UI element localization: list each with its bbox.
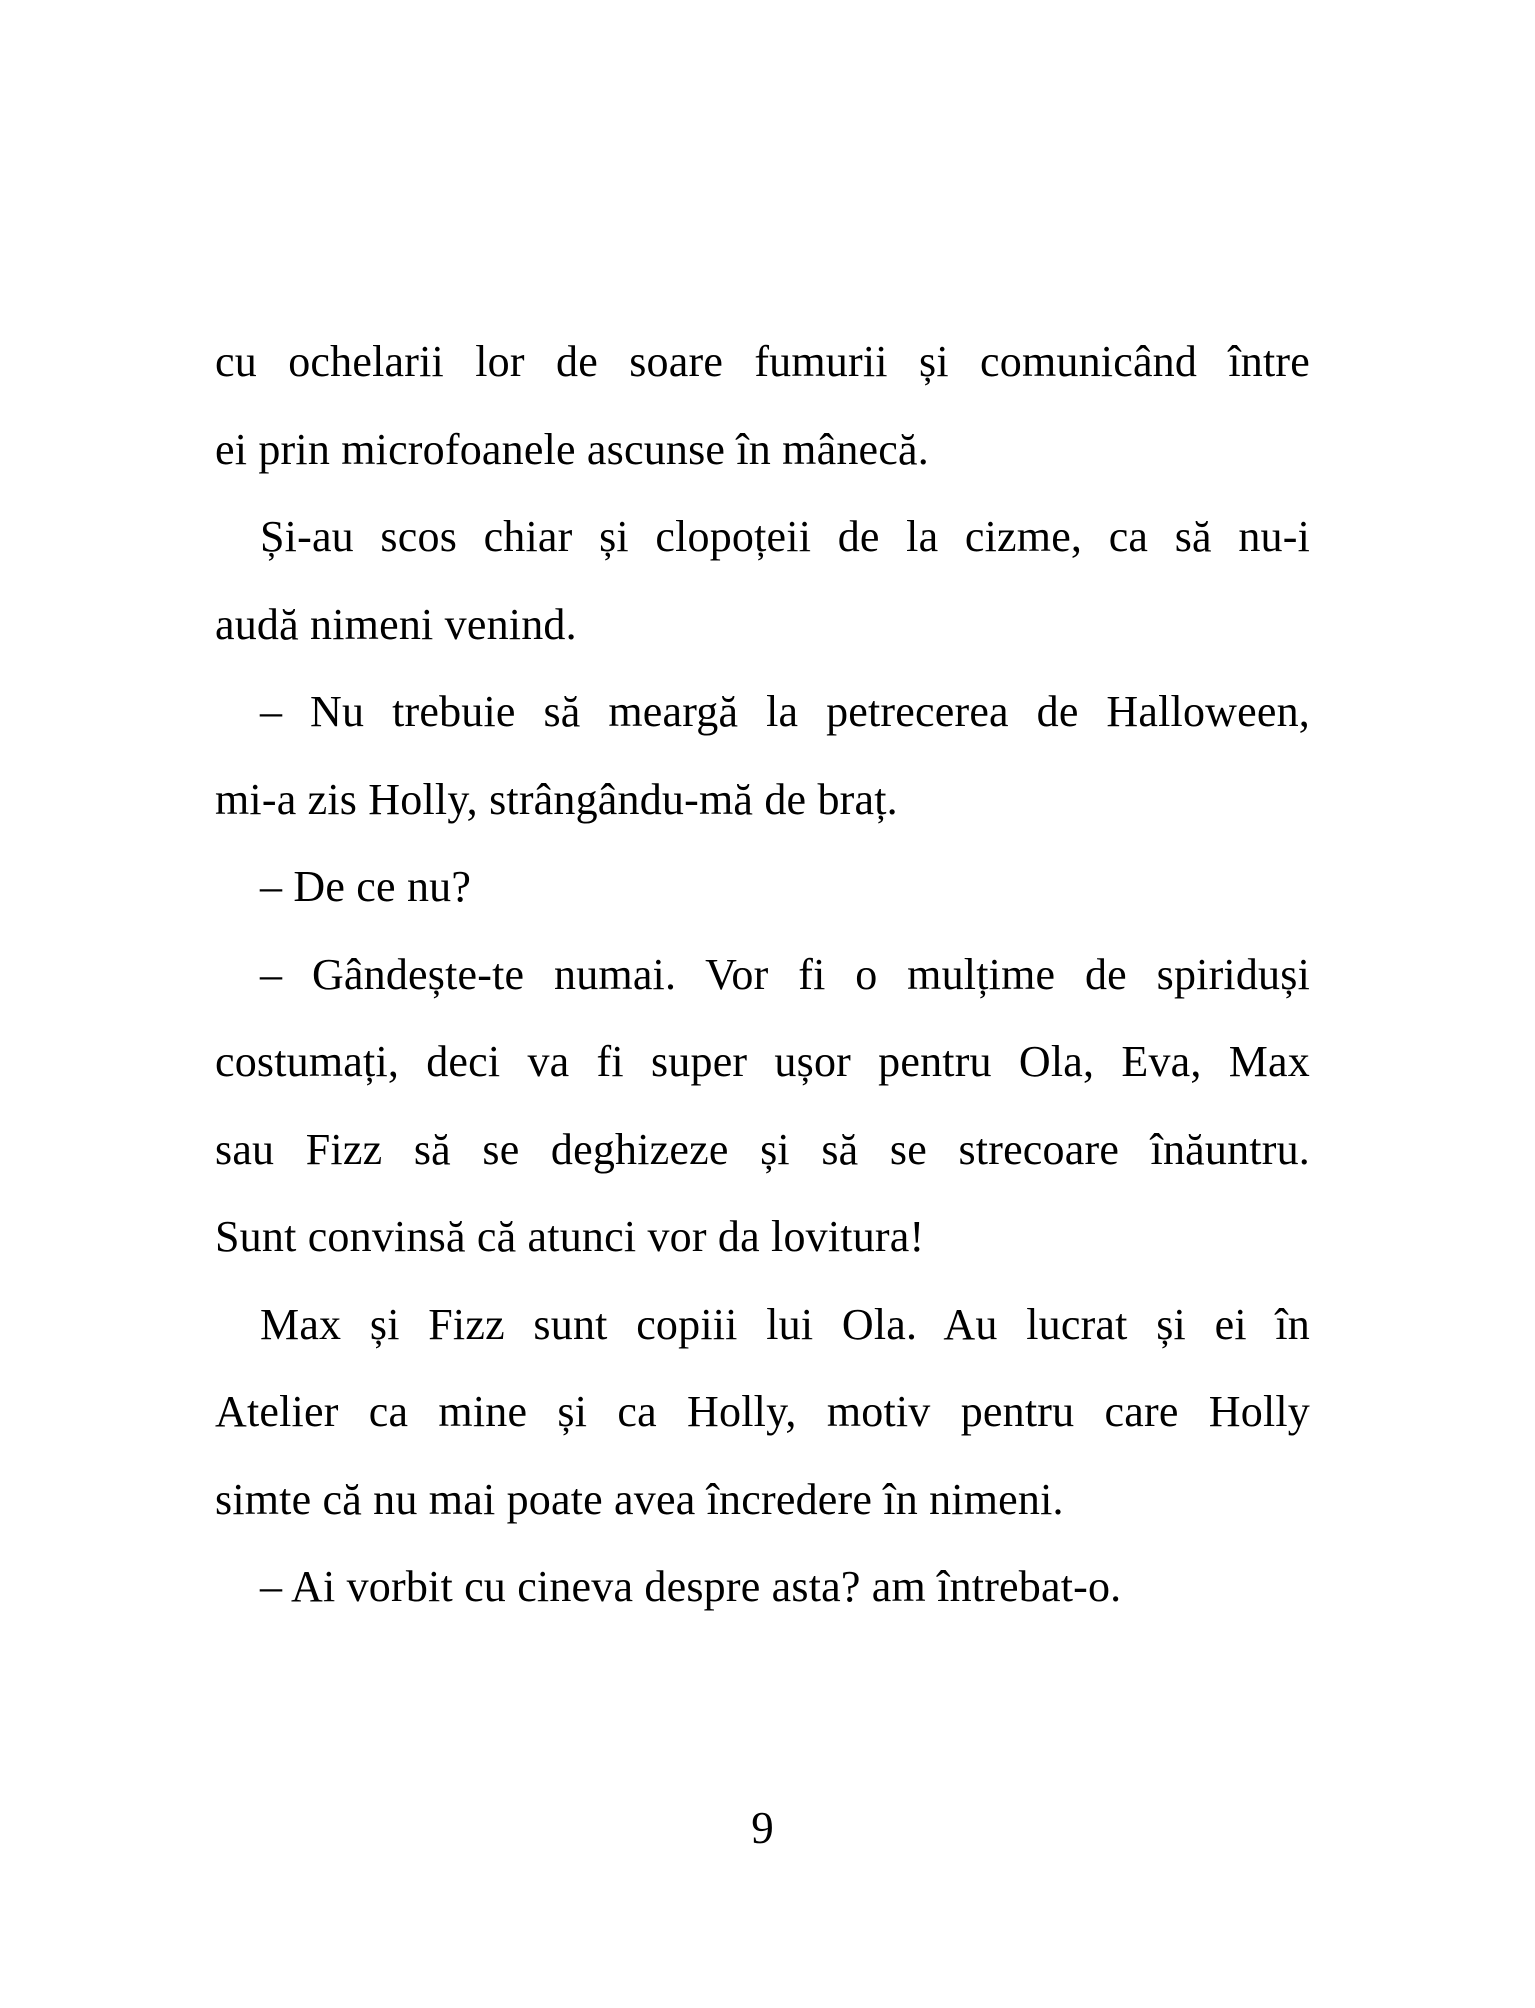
- text-line: Sunt convinsă că atunci vor da lovitura!: [215, 1212, 925, 1261]
- text-line: simte că nu mai poate avea încredere în nimeni.: [215, 1474, 1064, 1524]
- text-line: ei prin microfoanele ascunse în mânecă.: [215, 424, 929, 474]
- paragraph: [215, 1281, 1310, 1544]
- paragraph: [215, 318, 1310, 493]
- text-line: cu ochelarii lor de soare fumurii și comunicând între: [215, 337, 1310, 386]
- text-line: – De ce nu?: [260, 862, 472, 911]
- paragraph: [215, 668, 1310, 843]
- text-line: costumați, deci va fi super ușor pentru Ola, Eva, Max: [215, 1037, 1310, 1086]
- text-line: Și-au scos chiar și clopoțeii de la cizme, ca să nu-i: [260, 512, 1310, 561]
- page-number: 9: [751, 1803, 774, 1853]
- paragraph: [215, 843, 1310, 931]
- text-line: Max și Fizz sunt copiii lui Ola. Au lucrat și ei în: [260, 1299, 1310, 1349]
- text-line: – Gândește-te numai. Vor fi o mulțime de spiriduși: [260, 949, 1310, 999]
- paragraph: [215, 931, 1310, 1281]
- text-line: – Ai vorbit cu cineva despre asta? am întrebat-o.: [260, 1562, 1122, 1611]
- text-line: sau Fizz să se deghizeze și să se strecoare înăuntru.: [215, 1124, 1310, 1174]
- text-line: – Nu trebuie să meargă la petrecerea de Halloween,: [260, 687, 1310, 736]
- text-line: audă nimeni venind.: [215, 599, 577, 649]
- text-line: Atelier ca mine și ca Holly, motiv pentru care Holly: [215, 1387, 1310, 1436]
- text-line: mi-a zis Holly, strângându-mă de braț.: [215, 774, 898, 824]
- page-text-block: [215, 318, 1310, 1631]
- paragraph: [215, 1543, 1310, 1631]
- paragraph: [215, 493, 1310, 668]
